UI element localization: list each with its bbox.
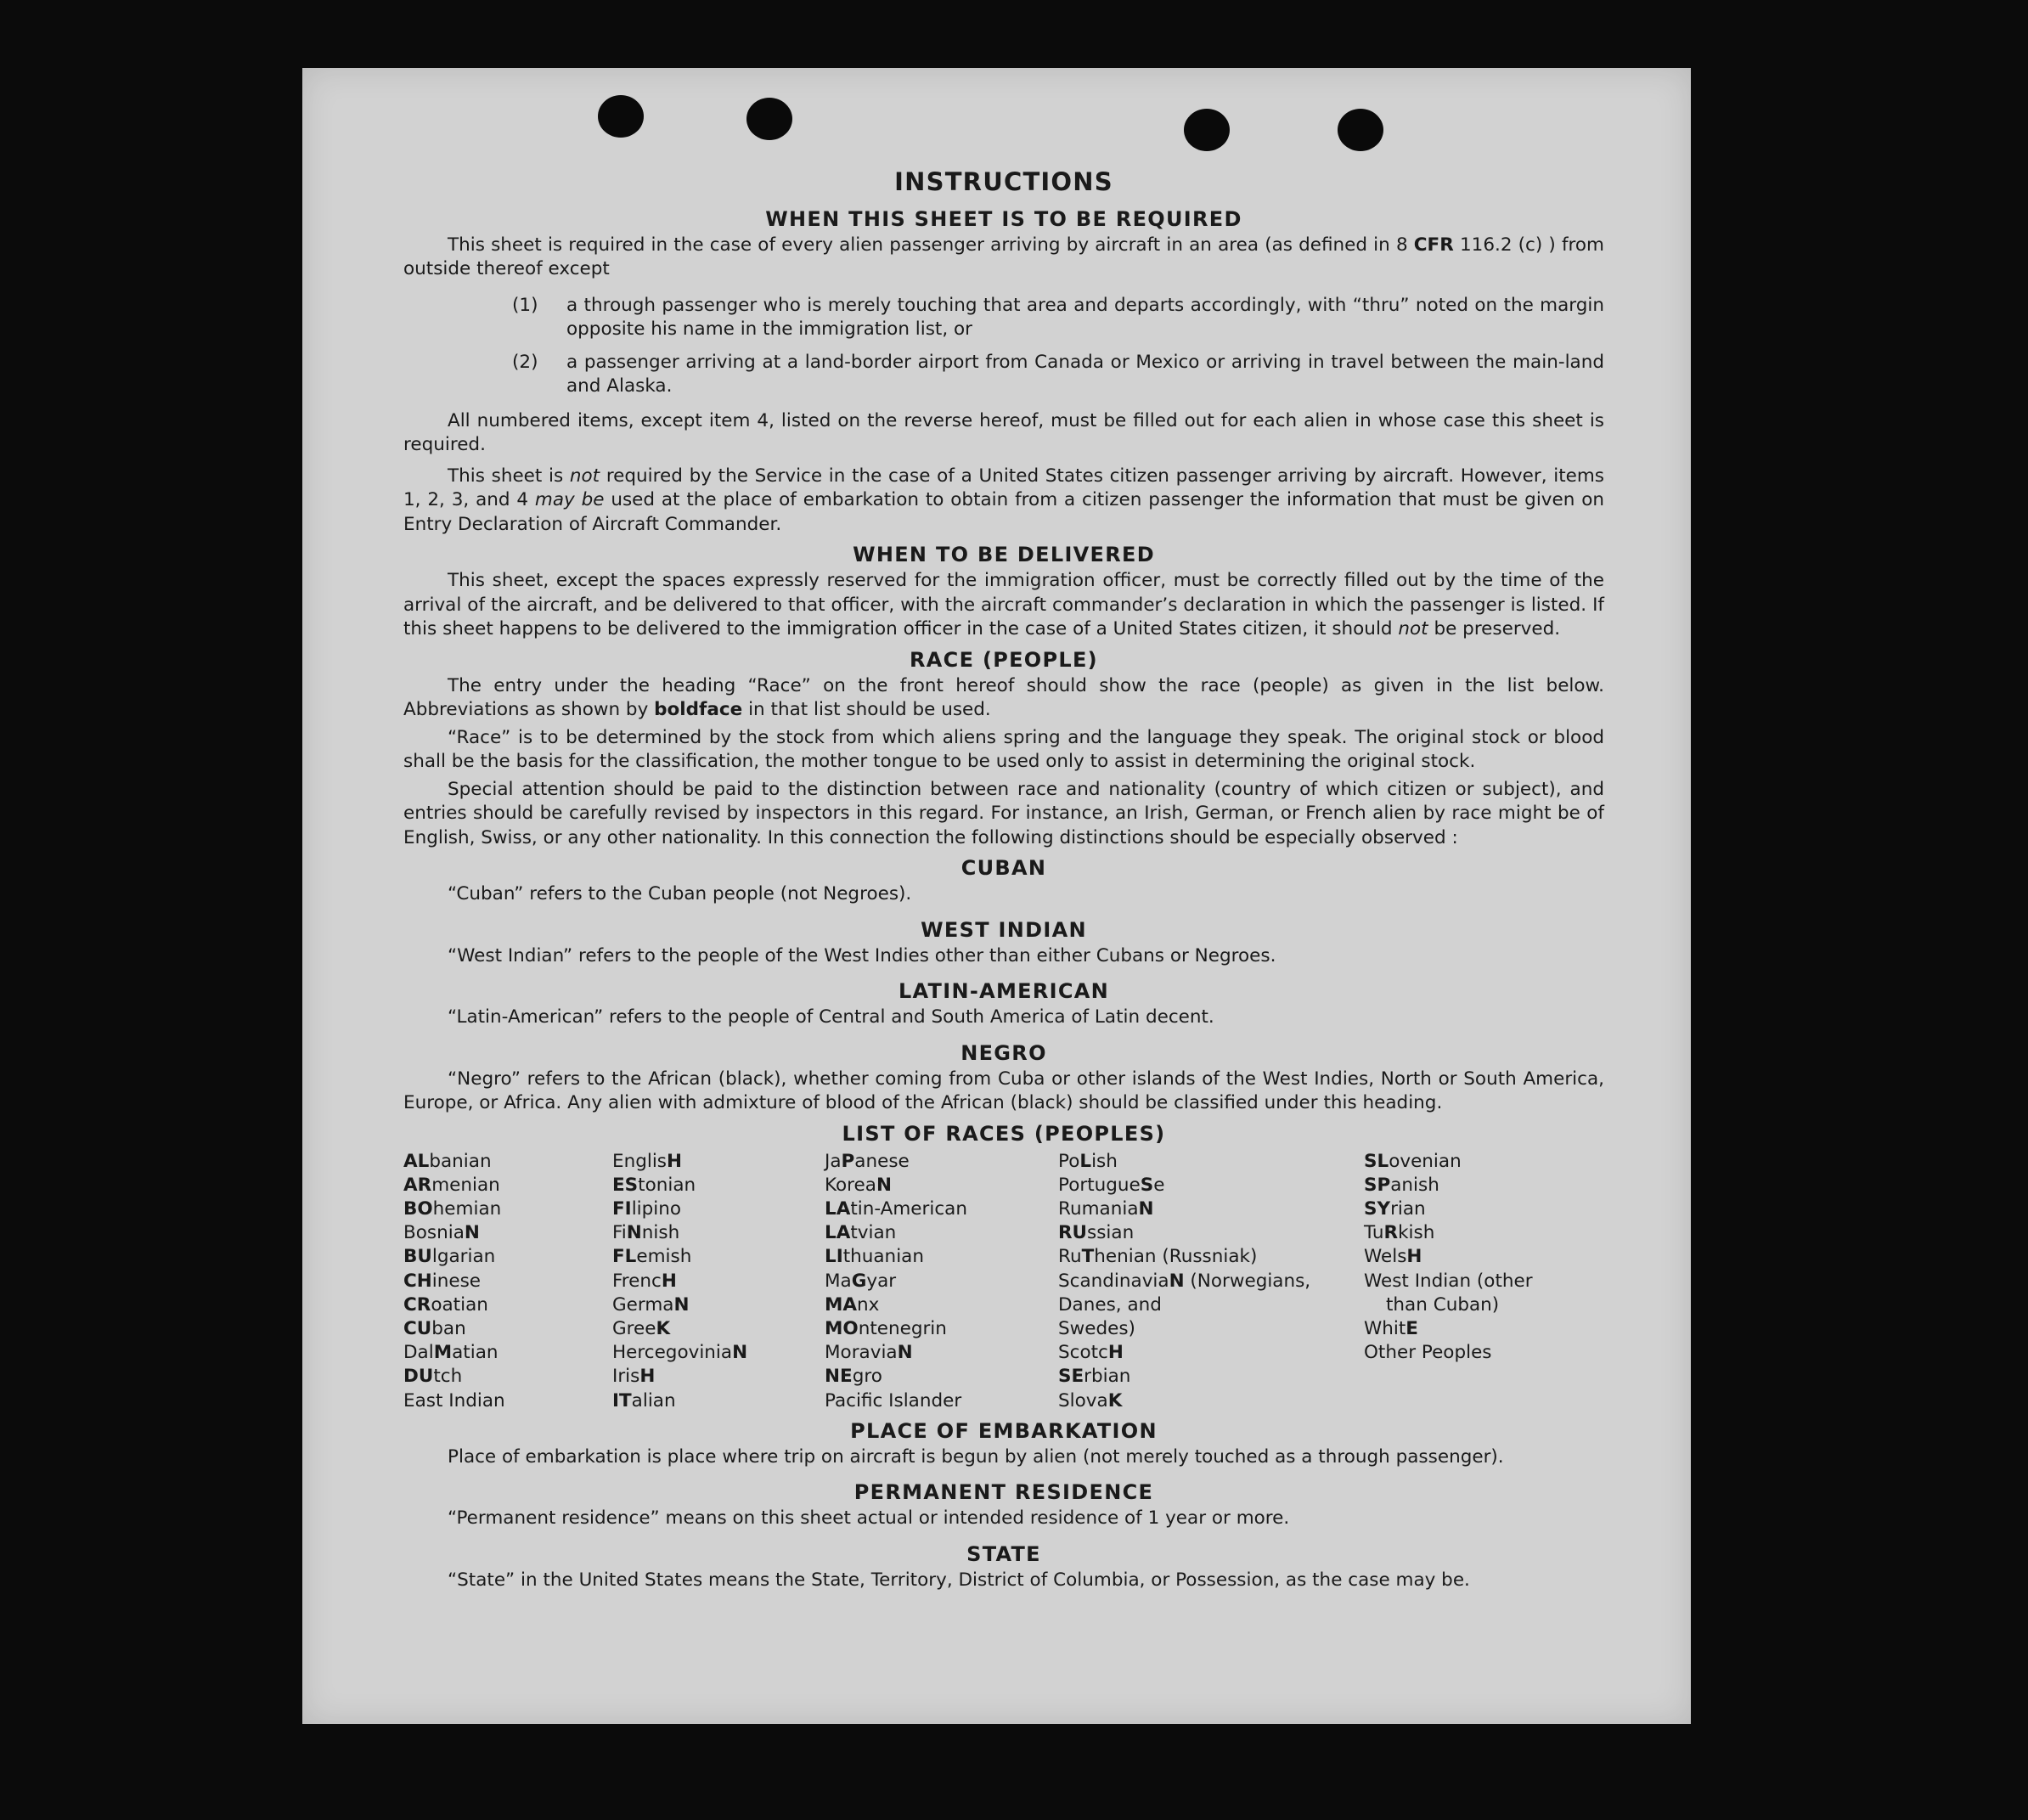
race-text: Danes, and [1058, 1293, 1162, 1316]
race-text: thuanian [842, 1246, 924, 1268]
paragraph-race-stock: “Race” is to be determined by the stock from which aliens spring and the language they speak. The original stock or blood shall be the basis for the classification, the mother tongue to be used only to assist in determining the original stock. [403, 726, 1604, 772]
paragraph-latin-american: “Latin-American” refers to the people of Central and South America of Latin decent. [448, 1006, 1214, 1028]
race-entry [612, 1293, 825, 1317]
abbreviation-bold: E [1406, 1317, 1418, 1339]
race-text: Pacific Islander [825, 1389, 962, 1411]
race-entry [403, 1293, 612, 1317]
race-entry [1364, 1317, 1585, 1341]
race-entry [403, 1317, 612, 1341]
race-entry [403, 1245, 612, 1269]
abbreviation-bold: K [1107, 1389, 1123, 1411]
abbreviation-bold: SE [1058, 1366, 1084, 1388]
text-run: 116.2 (c) ) from outside thereof except [403, 234, 1605, 279]
abbreviation-bold: H [1406, 1246, 1422, 1268]
abbreviation-bold: H [667, 1150, 683, 1172]
text-run: This sheet, except the spaces expressly reserved for the immigration officer, must be correctly filled out by the time of the arrival of the aircraft, and be delivered to that officer, with the aircraft commander’s declaration in which the passenger is listed. If this sheet happens to be delivered to the immigration officer in the case of a United States citizen, it should [403, 570, 1604, 640]
section-title-negro: NEGRO [960, 1040, 1047, 1065]
section-title-list-of-races: LIST OF RACES (PEOPLES) [842, 1121, 1166, 1146]
race-entry [825, 1270, 1058, 1293]
paragraph-state: “State” in the United States means the State, Territory, District of Columbia, or Possession, as the case may be. [448, 1569, 1470, 1591]
race-text: Portugue [1058, 1174, 1141, 1196]
race-text: Ma [825, 1270, 852, 1292]
race-text: Slova [1058, 1389, 1108, 1411]
race-column [825, 1150, 1058, 1413]
abbreviation-bold: H [1107, 1342, 1124, 1364]
race-entry [825, 1174, 1058, 1197]
abbreviation-bold: MO [825, 1317, 859, 1339]
text-run: The entry under the heading “Race” on the front hereof should show the race (people) as given in the list below. Abbreviations as shown by [403, 674, 1604, 720]
race-entry [1364, 1150, 1585, 1174]
abbreviation-bold: LA [825, 1222, 851, 1244]
race-entry [825, 1245, 1058, 1269]
race-text: ban [431, 1317, 466, 1339]
race-text: hemian [432, 1197, 502, 1220]
race-entry [1364, 1221, 1585, 1245]
exception-item [512, 351, 1604, 399]
race-text: anese [854, 1150, 910, 1172]
race-text: ssian [1087, 1222, 1135, 1244]
race-entry [403, 1150, 612, 1174]
abbreviation-bold: S [1140, 1174, 1154, 1196]
abbreviation-bold: CU [403, 1317, 432, 1339]
race-text: ish [1091, 1150, 1118, 1172]
race-entry [403, 1174, 612, 1197]
race-text: Swedes) [1058, 1317, 1135, 1339]
abbreviation-bold: CR [403, 1293, 431, 1316]
abbreviation-bold: N [897, 1342, 913, 1364]
abbreviation-bold: LI [825, 1246, 843, 1268]
abbreviation-bold: AL [403, 1150, 430, 1172]
abbreviation-bold: N [732, 1342, 748, 1364]
race-text: emish [636, 1246, 692, 1268]
race-entry [1364, 1174, 1585, 1197]
race-entry [612, 1317, 825, 1341]
race-column [1364, 1150, 1585, 1413]
race-text: henian (Russniak) [1094, 1246, 1258, 1268]
race-text: Tu [1364, 1222, 1384, 1244]
race-text: Dal [403, 1342, 434, 1364]
item-text: a passenger arriving at a land-border airport from Canada or Mexico or arriving in travel between the main-land and Alaska. [566, 351, 1604, 397]
race-text: lipino [631, 1197, 682, 1220]
race-text: Wels [1364, 1246, 1407, 1268]
abbreviation-bold: SY [1364, 1197, 1391, 1220]
text-run: used at the place of embarkation to obtain from a citizen passenger the information that must be given on Entry Declaration of Aircraft Commander. [403, 489, 1605, 535]
race-entry-continuation [1058, 1293, 1364, 1317]
abbreviation-bold: N [876, 1174, 892, 1196]
paragraph-required-intro [403, 234, 1604, 282]
race-entry [1058, 1221, 1364, 1245]
race-text: ovenian [1389, 1150, 1462, 1172]
paragraph-race-nationality: Special attention should be paid to the distinction between race and nationality (country of which citizen or subject), and entries should be carefully revised by inspectors in this regard. For instance, an Irish, German, or French alien by race might be of English, Swiss, or any other nationality. In this connection the following distinctions should be especially observed : [403, 778, 1604, 848]
text-run-italic: may be [534, 489, 605, 510]
race-text: Other Peoples [1364, 1342, 1492, 1364]
abbreviation-bold: T [1081, 1246, 1095, 1268]
section-title-when-delivered: WHEN TO BE DELIVERED [853, 543, 1155, 566]
race-entry [1058, 1150, 1364, 1174]
race-text: Scotc [1058, 1342, 1108, 1364]
race-entry [612, 1270, 825, 1293]
race-entry [1364, 1245, 1585, 1269]
race-text: (Norwegians, [1184, 1270, 1311, 1292]
exception-item [512, 294, 1604, 342]
race-text: yar [866, 1270, 897, 1292]
race-entry [825, 1317, 1058, 1341]
race-entry [1364, 1341, 1585, 1365]
abbreviation-bold: N [1138, 1197, 1154, 1220]
page-title: INSTRUCTIONS [894, 167, 1113, 196]
race-text: Rumania [1058, 1197, 1139, 1220]
abbreviation-bold: N [673, 1293, 690, 1316]
race-entry [612, 1245, 825, 1269]
punch-hole [598, 95, 644, 138]
section-title-cuban: CUBAN [960, 856, 1047, 880]
abbreviation-bold: BO [403, 1197, 433, 1220]
abbreviation-bold: M [433, 1342, 453, 1364]
section-title-permanent-residence: PERMANENT RESIDENCE [853, 1480, 1154, 1505]
race-text: Germa [612, 1293, 674, 1316]
race-entry [1364, 1270, 1585, 1293]
text-run: required by the Service in the case of a United States citizen passenger arriving by aircraft. However, items 1, 2, 3, and 4 [403, 465, 1605, 510]
race-entry [825, 1341, 1058, 1365]
race-entry [612, 1150, 825, 1174]
paragraph-delivery [403, 569, 1604, 642]
abbreviation-bold: LA [825, 1197, 851, 1220]
abbreviation-bold: AR [403, 1174, 432, 1196]
text-run-bold: CFR [1413, 234, 1454, 256]
race-text: kish [1398, 1222, 1435, 1244]
race-entry [825, 1150, 1058, 1174]
race-text: West Indian (other [1364, 1270, 1533, 1292]
section-title-west-indian: WEST INDIAN [921, 917, 1087, 942]
text-run: This sheet is required in the case of every alien passenger arriving by aircraft in an area (as defined in 8 [448, 234, 1414, 256]
race-text: Ja [825, 1150, 842, 1172]
abbreviation-bold: RU [1058, 1222, 1088, 1244]
race-text: gro [852, 1366, 882, 1388]
race-entry-continuation [1364, 1293, 1585, 1317]
section-title-state: STATE [966, 1541, 1041, 1566]
text-run-italic: not [569, 465, 600, 487]
abbreviation-bold: G [851, 1270, 867, 1292]
abbreviation-bold: FL [612, 1246, 637, 1268]
abbreviation-bold: N [464, 1222, 480, 1244]
race-text: than Cuban) [1386, 1293, 1500, 1316]
race-list [403, 1150, 1604, 1413]
race-text: rian [1390, 1197, 1426, 1220]
race-entry [825, 1389, 1058, 1413]
section-title-race: RACE (PEOPLE) [910, 647, 1098, 672]
abbreviation-bold: ES [612, 1174, 639, 1196]
paragraph-west-indian: “West Indian” refers to the people of the West Indies other than either Cubans or Negroes. [448, 944, 1276, 966]
race-text: anish [1390, 1174, 1439, 1196]
abbreviation-bold: L [1079, 1150, 1092, 1172]
paragraph-cuban: “Cuban” refers to the Cuban people (not Negroes). [448, 883, 912, 904]
abbreviation-bold: P [841, 1150, 855, 1172]
race-entry [1058, 1341, 1364, 1365]
race-entry [612, 1174, 825, 1197]
race-text: Frenc [612, 1270, 662, 1292]
paragraph-negro: “Negro” refers to the African (black), whether coming from Cuba or other islands of the West Indies, North or South America, Europe, or Africa. Any alien with admixture of blood of the African (black) should be classified under this heading. [403, 1068, 1604, 1113]
abbreviation-bold: N [626, 1222, 642, 1244]
abbreviation-bold: SP [1364, 1174, 1391, 1196]
race-text: e [1153, 1174, 1165, 1196]
text-run-bold: boldface [654, 699, 743, 720]
race-text: tch [433, 1366, 463, 1388]
punch-hole [1338, 109, 1383, 151]
race-entry [1058, 1174, 1364, 1197]
race-entry [825, 1221, 1058, 1245]
abbreviation-bold: K [656, 1317, 671, 1339]
race-text: alian [631, 1389, 676, 1411]
race-entry [612, 1365, 825, 1389]
section-title-latin-american: LATIN-AMERICAN [898, 979, 1110, 1003]
race-entry [1058, 1365, 1364, 1389]
race-text: tin-American [850, 1197, 967, 1220]
abbreviation-bold: R [1383, 1222, 1399, 1244]
race-text: menian [431, 1174, 500, 1196]
race-column [612, 1150, 825, 1413]
race-text: Iris [612, 1366, 640, 1388]
abbreviation-bold: MA [825, 1293, 858, 1316]
race-entry-continuation [1058, 1317, 1364, 1341]
race-text: Ru [1058, 1246, 1082, 1268]
punch-hole [746, 98, 792, 140]
race-entry [825, 1365, 1058, 1389]
race-text: Moravia [825, 1342, 898, 1364]
race-entry [1058, 1270, 1364, 1293]
race-text: nx [857, 1293, 880, 1316]
text-run: be preserved. [1428, 618, 1561, 640]
race-entry [403, 1270, 612, 1293]
abbreviation-bold: FI [612, 1197, 632, 1220]
race-text: rbian [1084, 1366, 1131, 1388]
race-text: oatian [431, 1293, 488, 1316]
paragraph-permanent-residence: “Permanent residence” means on this sheet actual or intended residence of 1 year or more. [448, 1507, 1290, 1530]
race-text: Whit [1364, 1317, 1406, 1339]
race-entry [403, 1197, 612, 1221]
race-text: Gree [612, 1317, 656, 1339]
race-entry [825, 1293, 1058, 1317]
race-text: Fi [612, 1222, 627, 1244]
race-text: Bosnia [403, 1222, 465, 1244]
race-text: Po [1058, 1150, 1080, 1172]
race-text: inese [431, 1270, 482, 1292]
race-entry [403, 1365, 612, 1389]
race-entry [403, 1221, 612, 1245]
race-entry [1058, 1389, 1364, 1413]
race-entry [1058, 1245, 1364, 1269]
section-title-place-of-embarkation: PLACE OF EMBARKATION [850, 1418, 1158, 1443]
race-entry [1058, 1197, 1364, 1221]
race-entry [403, 1389, 612, 1413]
abbreviation-bold: CH [403, 1270, 432, 1292]
punch-hole [1184, 109, 1230, 151]
race-entry [1364, 1197, 1585, 1221]
abbreviation-bold: N [1169, 1270, 1185, 1292]
paragraph-not-required [403, 465, 1604, 538]
race-column [403, 1150, 612, 1413]
race-text: atian [452, 1342, 499, 1364]
abbreviation-bold: BU [403, 1246, 432, 1268]
abbreviation-bold: NE [825, 1366, 853, 1388]
instructions-content [403, 167, 1605, 1592]
abbreviation-bold: H [639, 1366, 656, 1388]
race-text: lgarian [431, 1246, 496, 1268]
race-text: banian [429, 1150, 492, 1172]
race-entry [612, 1221, 825, 1245]
race-entry [825, 1197, 1058, 1221]
item-number: (2) [512, 351, 538, 373]
race-text: nish [641, 1222, 680, 1244]
race-text: Scandinavia [1058, 1270, 1169, 1292]
section-title-when-required: WHEN THIS SHEET IS TO BE REQUIRED [765, 206, 1242, 231]
abbreviation-bold: DU [403, 1366, 434, 1388]
race-entry [612, 1197, 825, 1221]
race-text: ntenegrin [858, 1317, 947, 1339]
abbreviation-bold: H [661, 1270, 677, 1292]
item-text: a through passenger who is merely touching that area and departs accordingly, with “thru” noted on the margin opposite his name in the immigration list, or [566, 294, 1604, 340]
item-number: (1) [512, 294, 538, 316]
race-text: Englis [612, 1150, 668, 1172]
abbreviation-bold: SL [1364, 1150, 1389, 1172]
text-run: in that list should be used. [742, 699, 991, 720]
race-text: Korea [825, 1174, 876, 1196]
race-entry [612, 1389, 825, 1413]
race-text: tvian [850, 1222, 897, 1244]
paragraph-race-entry [403, 674, 1604, 723]
race-entry [612, 1341, 825, 1365]
race-entry [403, 1341, 612, 1365]
paragraph-numbered-items: All numbered items, except item 4, listed on the reverse hereof, must be filled out for each alien in whose case this sheet is required. [403, 409, 1604, 455]
paragraph-place-of-embarkation: Place of embarkation is place where trip on aircraft is begun by alien (not merely touched as a through passenger). [448, 1445, 1504, 1468]
abbreviation-bold: IT [612, 1389, 632, 1411]
race-text: Hercegovinia [612, 1342, 733, 1364]
race-column [1058, 1150, 1364, 1413]
race-text: tonian [638, 1174, 696, 1196]
race-text: East Indian [403, 1389, 505, 1411]
text-run: This sheet is [448, 465, 570, 487]
text-run-italic: not [1398, 618, 1428, 640]
